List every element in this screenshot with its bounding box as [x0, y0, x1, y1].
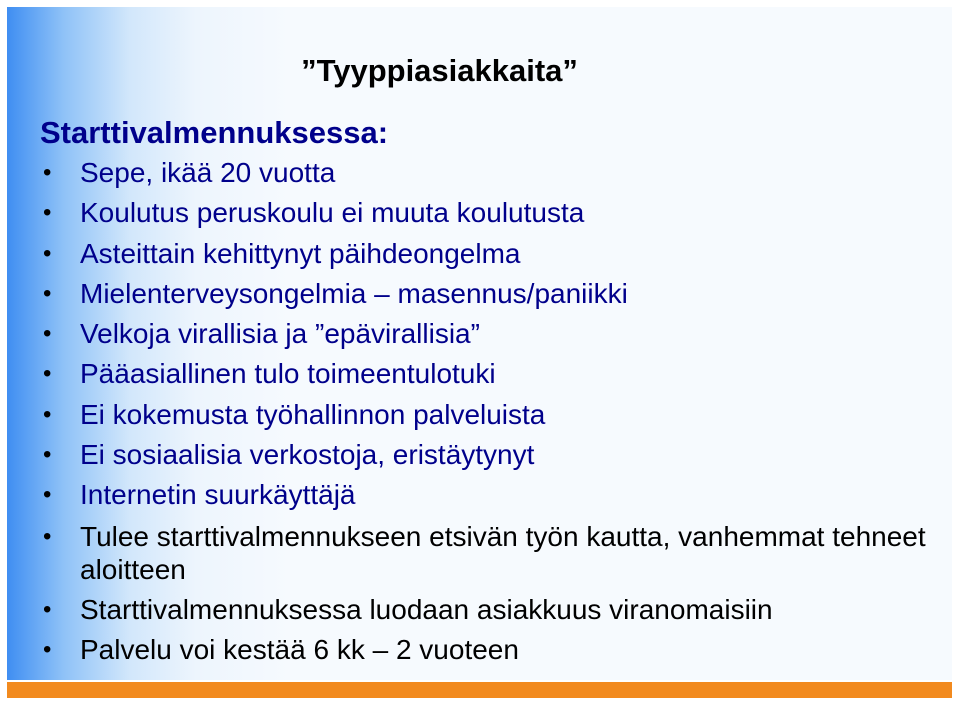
slide-heading: Starttivalmennuksessa:: [40, 115, 389, 150]
bullet-icon: •: [43, 441, 52, 469]
list-item-text: Ei kokemusta työhallinnon palveluista: [80, 398, 546, 430]
list-item-text: Tulee starttivalmennukseen etsivän työn kautta, vanhemmat tehneet aloitteen: [80, 520, 926, 585]
list-item: [40, 157, 952, 189]
bottom-accent-bar: [7, 682, 952, 698]
list-item: [40, 594, 952, 626]
list-item: [40, 479, 952, 511]
list-item: [40, 278, 952, 310]
bullet-list: [40, 157, 952, 675]
list-item-text: Sepe, ikää 20 vuotta: [80, 157, 336, 188]
bullet-icon: •: [43, 159, 52, 186]
bullet-icon: •: [43, 481, 52, 509]
list-item: [40, 399, 952, 431]
list-item-text: Asteittain kehittynyt päihdeongelma: [80, 237, 521, 269]
bullet-icon: •: [43, 522, 52, 550]
list-item-text: Velkoja virallisia ja ”epävirallisia”: [80, 318, 480, 350]
list-item-text: Pääasiallinen tulo toimeentulotuki: [80, 358, 496, 390]
slide-panel: [7, 7, 952, 680]
bullet-icon: •: [43, 595, 52, 623]
list-item-text: Ei sosiaalisia verkostoja, eristäytynyt: [80, 439, 535, 471]
list-item: [40, 238, 952, 270]
slide-title: ”Tyyppiasiakkaita”: [301, 53, 578, 88]
bullet-icon: •: [43, 636, 52, 664]
list-item: [40, 318, 952, 350]
bullet-icon: •: [43, 320, 52, 348]
list-item: [40, 520, 952, 586]
list-item: [40, 634, 952, 666]
bullet-icon: •: [43, 400, 52, 428]
list-item-text: Koulutus peruskoulu ei muuta koulutusta: [80, 197, 585, 229]
bullet-icon: •: [43, 360, 52, 388]
bullet-icon: •: [43, 239, 52, 267]
list-item: [40, 439, 952, 471]
list-item-text: Internetin suurkäyttäjä: [80, 479, 356, 511]
list-item-text: Palvelu voi kestää 6 kk – 2 vuoteen: [80, 634, 519, 666]
bullet-icon: •: [43, 279, 52, 307]
list-item-text: Starttivalmennuksessa luodaan asiakkuus viranomaisiin: [80, 593, 773, 625]
list-item-text: Mielenterveysongelmia – masennus/paniikki: [80, 277, 628, 309]
bullet-icon: •: [43, 199, 52, 227]
list-item: [40, 358, 952, 390]
list-item: [40, 197, 952, 229]
